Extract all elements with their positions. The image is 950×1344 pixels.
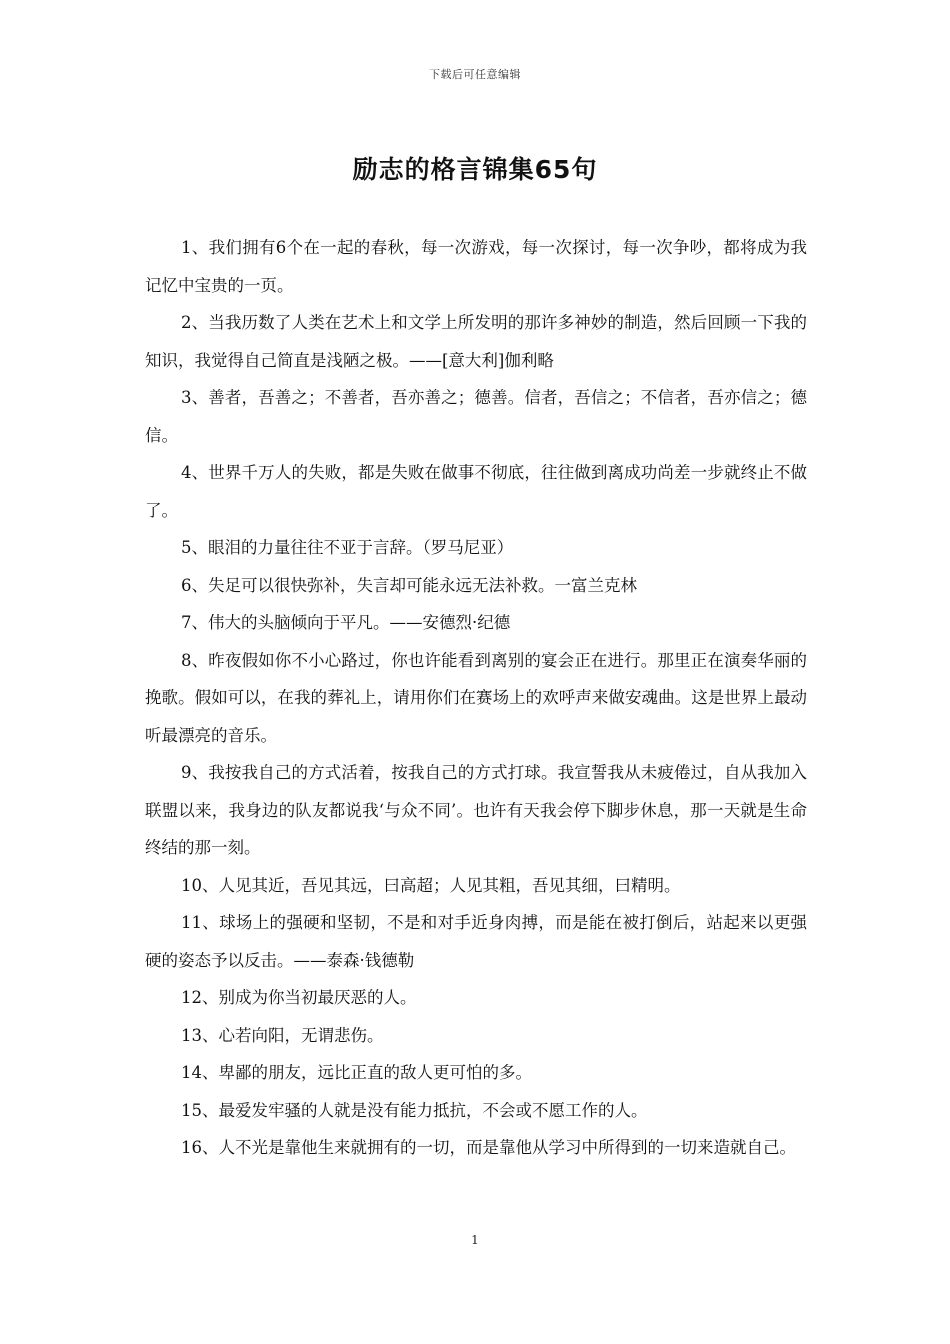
page-number: 1 [471, 1233, 479, 1247]
quote-item-2: 2、当我历数了人类在艺术上和文学上所发明的那许多神妙的制造，然后回顾一下我的知识，我觉得自己简直是浅陋之极。——[意大利]伽利略 [145, 313, 807, 370]
quote-item-14: 14、卑鄙的朋友，远比正直的敌人更可怕的多。 [181, 1063, 532, 1082]
quote-list [145, 229, 807, 1167]
quote-item-7: 7、伟大的头脑倾向于平凡。——安德烈·纪德 [181, 613, 511, 632]
quote-item-8: 8、昨夜假如你不小心路过，你也许能看到离别的宴会正在进行。那里正在演奏华丽的挽歌。假如可以，在我的葬礼上，请用你们在赛场上的欢呼声来做安魂曲。这是世界上最动听最漂亮的音乐。 [145, 650, 807, 745]
quote-item-4: 4、世界千万人的失败，都是失败在做事不彻底，往往做到离成功尚差一步就终止不做了。 [145, 463, 807, 520]
quote-item-3: 3、善者，吾善之；不善者，吾亦善之；德善。信者，吾信之；不信者，吾亦信之；德信。 [145, 388, 807, 445]
quote-item-12: 12、别成为你当初最厌恶的人。 [181, 988, 417, 1007]
quote-item-6: 6、失足可以很快弥补，失言却可能永远无法补救。一富兰克林 [181, 575, 637, 595]
quote-item-13: 13、心若向阳，无谓悲伤。 [181, 1025, 384, 1045]
quote-item-11: 11、球场上的强硬和坚韧，不是和对手近身肉搏，而是能在被打倒后，站起来以更强硬的姿态予以反击。——泰森·钱德勒 [145, 913, 807, 970]
quote-item-10: 10、人见其近，吾见其远，曰高超；人见其粗，吾见其细，曰精明。 [181, 875, 681, 895]
document-title: 励志的格言锦集65句 [352, 155, 598, 184]
quote-item-16: 16、人不光是靠他生来就拥有的一切，而是靠他从学习中所得到的一切来造就自己。 [181, 1138, 796, 1157]
quote-item-1: 1、我们拥有6个在一起的春秋，每一次游戏，每一次探讨，每一次争吵，都将成为我记忆中宝贵的一页。 [145, 238, 807, 295]
quote-item-9: 9、我按我自己的方式活着，按我自己的方式打球。我宣誓我从未疲倦过，自从我加入联盟以来，我身边的队友都说我‘与众不同’。也许有天我会停下脚步休息，那一天就是生命终结的那一刻。 [145, 763, 807, 857]
quote-item-5: 5、眼泪的力量往往不亚于言辞。（罗马尼亚） [181, 538, 514, 557]
quote-item-15: 15、最爱发牢骚的人就是没有能力抵抗，不会或不愿工作的人。 [181, 1100, 648, 1120]
header-note: 下载后可任意编辑 [429, 68, 521, 81]
